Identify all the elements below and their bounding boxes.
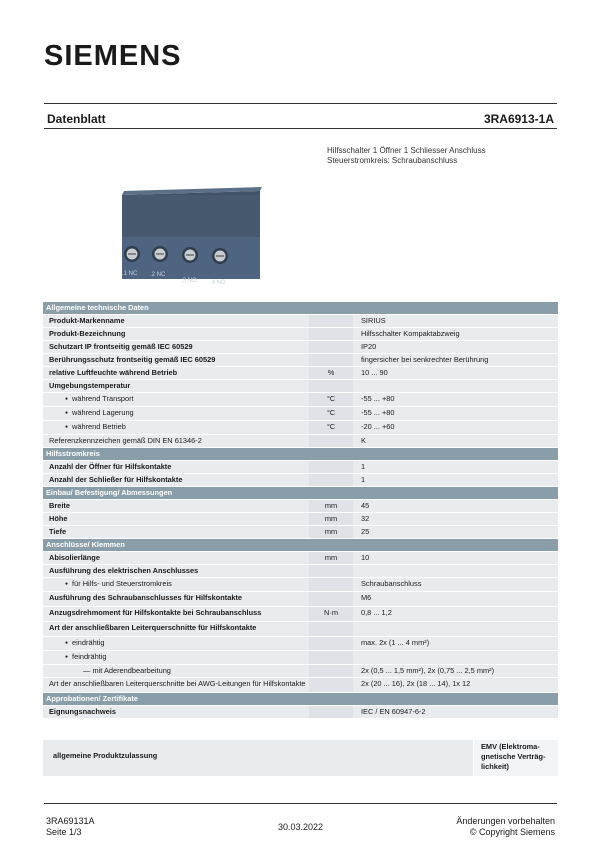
bullet-icon bbox=[65, 394, 72, 403]
bullet-icon bbox=[65, 579, 72, 588]
section-connections: Anschlüsse/ Klemmen bbox=[43, 539, 558, 552]
table-row: ● für Hilfs- und Steuerstromkreis Schraubanschluss bbox=[43, 578, 558, 592]
footer-left bbox=[46, 816, 95, 838]
doc-id: 3RA6913-1A bbox=[483, 112, 554, 126]
footer-changes: Änderungen vorbehalten bbox=[456, 816, 555, 826]
table-row: Anzugsdrehmoment für Hilfskontakte bei Schraubanschluss N·m 0,8 ... 1,2 bbox=[43, 607, 558, 622]
footer-copyright: © Copyright Siemens bbox=[469, 827, 555, 837]
footer-page: Seite 1/3 bbox=[46, 827, 82, 837]
terminal-label-2: .2 NC bbox=[150, 272, 166, 278]
table-row: Schutzart IP frontseitig gemäß IEC 60529 IP20 bbox=[43, 341, 558, 354]
table-row: Berührungsschutz frontseitig gemäß IEC 60529 fingersicher bei senkrechter Berührung bbox=[43, 354, 558, 367]
table-row: Umgebungstemperatur bbox=[43, 380, 558, 393]
table-row: Referenzkennzeichen gemäß DIN EN 61346-2 K bbox=[43, 435, 558, 448]
table-row: Ausführung des Schraubanschlusses für Hilfskontakte M6 bbox=[43, 592, 558, 607]
footer-date: 30.03.2022 bbox=[278, 822, 324, 832]
table-row: relative Luftfeuchte während Betrieb % 10 ... 90 bbox=[43, 367, 558, 380]
table-row: Eignungsnachweis IEC / EN 60947-6-2 bbox=[43, 706, 558, 719]
doc-type: Datenblatt bbox=[47, 112, 106, 126]
siemens-logo: SIEMENS bbox=[44, 40, 182, 72]
table-row: Ausführung des elektrischen Anschlusses bbox=[43, 565, 558, 578]
footer-order-no: 3RA69131A bbox=[46, 816, 95, 826]
table-row: ● während Lagerung °C -55 ... +80 bbox=[43, 407, 558, 421]
bullet-icon bbox=[65, 408, 72, 417]
description-line-2: Steuerstromkreis: Schraubanschluss bbox=[327, 156, 458, 165]
approval-row bbox=[43, 740, 558, 776]
table-row: ● während Betrieb °C -20 ... +60 bbox=[43, 421, 558, 435]
table-row: Produkt-Bezeichnung Hilfsschalter Kompaktabzweig bbox=[43, 328, 558, 341]
section-aux-circuit: Hilfsstromkreis bbox=[43, 448, 558, 461]
product-image bbox=[110, 187, 270, 287]
bullet-icon bbox=[65, 638, 72, 647]
description-line-1: Hilfsschalter 1 Öffner 1 Schliesser Anschluss bbox=[327, 146, 486, 155]
footer-divider bbox=[44, 803, 557, 804]
table-row: ● während Transport °C -55 ... +80 bbox=[43, 393, 558, 407]
spec-table bbox=[43, 302, 558, 719]
terminal-label-4: .4 NO bbox=[210, 280, 226, 286]
table-row: ● feindrähtig bbox=[43, 651, 558, 665]
product-description bbox=[327, 146, 486, 166]
table-row: Höhe mm 32 bbox=[43, 513, 558, 526]
header-divider-top bbox=[44, 103, 557, 104]
table-row: Anzahl der Schließer für Hilfskontakte 1 bbox=[43, 474, 558, 487]
terminal-label-3: .3 NO bbox=[181, 278, 197, 284]
section-mounting: Einbau/ Befestigung/ Abmessungen bbox=[43, 487, 558, 500]
approval-value: EMV (Elektroma-gnetische Verträg-lichkeit) bbox=[473, 740, 558, 776]
table-row: Breite mm 45 bbox=[43, 500, 558, 513]
table-row: Art der anschließbaren Leiterquerschnitte bei AWG-Leitungen für Hilfskontakte 2x (20 ... 16), 2x (18 ... 14), 1x 12 bbox=[43, 678, 558, 693]
table-row: ● eindrähtig max. 2x (1 ... 4 mm²) bbox=[43, 637, 558, 651]
header-divider-bottom bbox=[44, 128, 557, 129]
section-approvals: Approbationen/ Zertifikate bbox=[43, 693, 558, 706]
approval-label: allgemeine Produktzulassung bbox=[53, 751, 158, 760]
table-row: — mit Aderendbearbeitung 2x (0,5 ... 1,5 mm²), 2x (0,75 ... 2,5 mm²) bbox=[43, 665, 558, 678]
section-general: Allgemeine technische Daten bbox=[43, 302, 558, 315]
footer-right bbox=[456, 816, 555, 838]
table-row: Abisolierlänge mm 10 bbox=[43, 552, 558, 565]
table-row: Anzahl der Öffner für Hilfskontakte 1 bbox=[43, 461, 558, 474]
table-row: Produkt-Markenname SIRIUS bbox=[43, 315, 558, 328]
table-row: Tiefe mm 25 bbox=[43, 526, 558, 539]
terminal-label-1: .1 NC bbox=[122, 271, 138, 277]
bullet-icon bbox=[65, 652, 72, 661]
table-row: Art der anschließbaren Leiterquerschnitte für Hilfskontakte bbox=[43, 622, 558, 637]
bullet-icon bbox=[65, 422, 72, 431]
